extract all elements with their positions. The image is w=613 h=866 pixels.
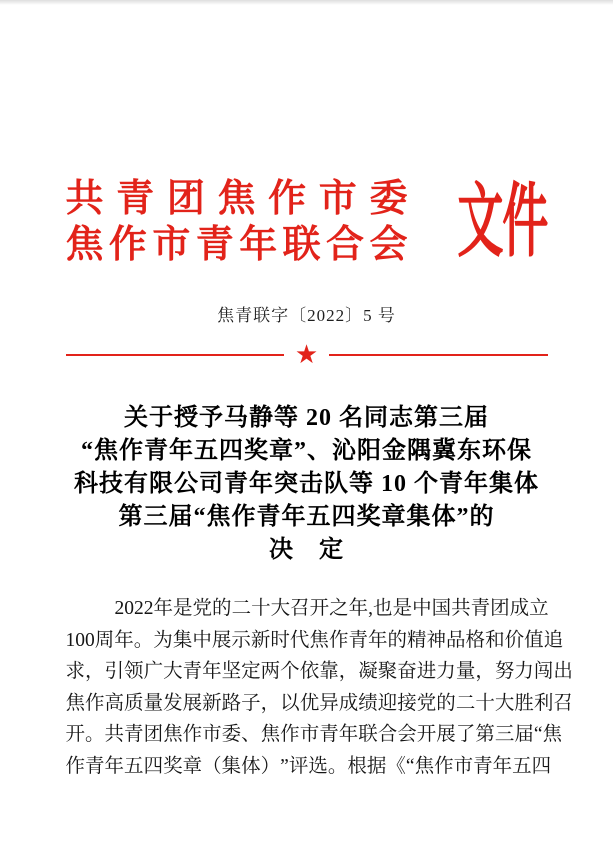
document-number: 焦青联字〔2022〕5 号	[217, 306, 396, 325]
issuing-org-names	[66, 176, 408, 268]
document-letterhead	[66, 176, 548, 268]
org-name-line1: 共 青 团 焦 作 市 委	[65, 178, 408, 220]
divider-line-right	[329, 354, 547, 357]
org-name-line2: 焦 作 市 青 年 联 合 会	[65, 224, 408, 266]
body-line: 2022 年 是 党 的 二 十 大 召 开 之 年 , 也 是 中 国 共 青 团 成 立	[114, 598, 549, 619]
document-type-label: 文件	[457, 177, 548, 267]
body-line: 开 。 共 青 团 焦 作 市 委 、 焦 作 市 青 年 联 合 会 开 展 了 第 三 届 “ 焦	[65, 724, 563, 745]
body-line: 求 ， 引 领 广 大 青 年 坚 定 两 个 依 靠 ， 凝 聚 奋 进 力 量 ， 努 力 闯 出	[65, 661, 573, 682]
document-title	[66, 402, 548, 567]
red-star-divider	[66, 342, 548, 368]
body-line: 作 青 年 五 四 奖 章 （ 集 体 ） ” 评 选 。 根 据 《 “ 焦 作 市 青 年 五 四	[65, 755, 552, 777]
title-line: 决 定	[269, 537, 344, 563]
body-line: 100 周 年 。 为 集 中 展 示 新 时 代 焦 作 青 年 的 精 神 品 格 和 价 值 追	[65, 629, 564, 651]
title-line: 关于授予马静等 20 名同志第三届	[124, 405, 489, 431]
document-content	[65, 0, 573, 782]
divider-line-left	[66, 354, 284, 357]
star-icon: ★	[294, 340, 319, 370]
title-line: 第三届“焦作青年五四奖章集体”的	[118, 504, 495, 530]
title-line: 科技有限公司青年突击队等 10 个青年集体	[74, 471, 539, 497]
body-line: 焦 作 高 质 量 发 展 新 路 子 ， 以 优 异 成 绩 迎 接 党 的 二 十 大 胜 利 召	[65, 692, 573, 714]
document-body	[65, 593, 573, 782]
title-line: “焦作青年五四奖章”、沁阳金隅冀东环保	[81, 438, 532, 464]
